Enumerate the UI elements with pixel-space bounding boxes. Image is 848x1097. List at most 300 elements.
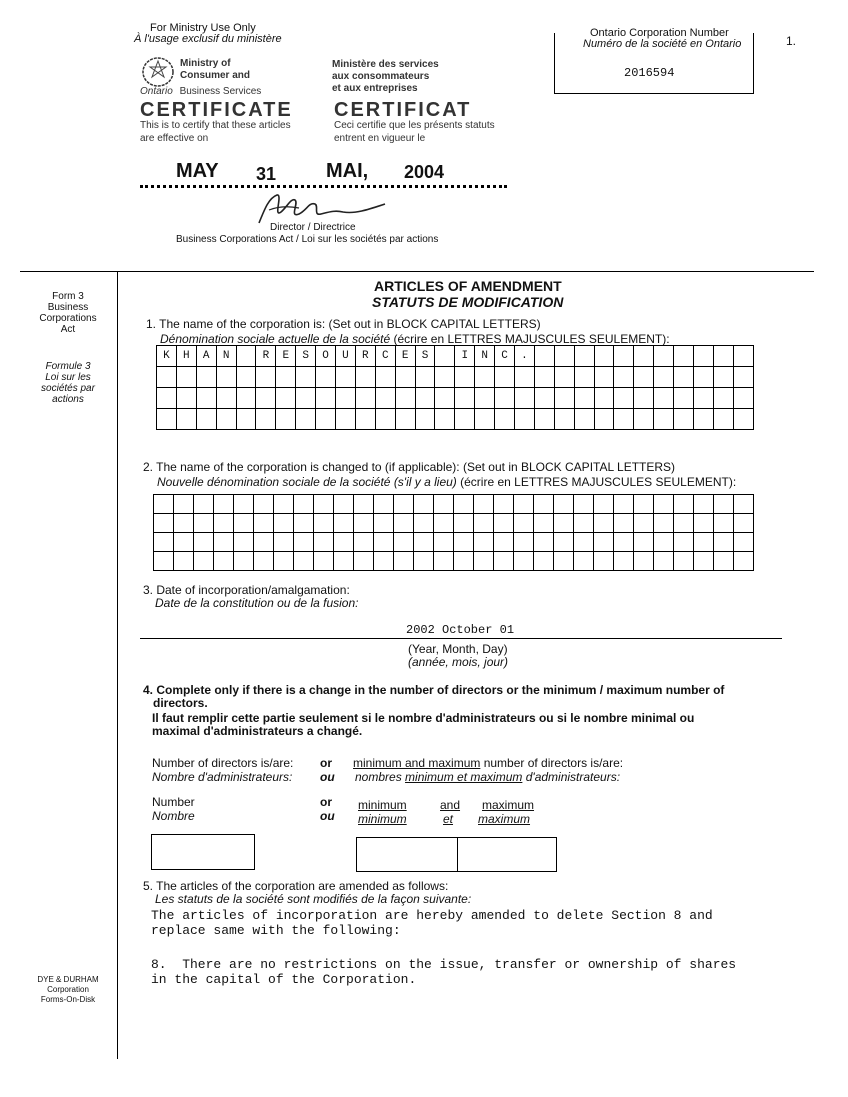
new-name-cell[interactable] [394, 533, 414, 552]
new-name-cell[interactable] [714, 552, 734, 571]
current-name-cell[interactable] [555, 388, 575, 409]
current-name-cell[interactable] [356, 409, 376, 430]
current-name-cell[interactable] [654, 388, 674, 409]
current-name-cell[interactable] [734, 409, 754, 430]
current-name-cell[interactable] [595, 346, 615, 367]
new-name-cell[interactable] [574, 514, 594, 533]
new-name-cell[interactable] [294, 533, 314, 552]
new-name-cell[interactable] [214, 514, 234, 533]
section-1-label-en: 1. The name of the corporation is: (Set out in BLOCK CAPITAL LETTERS) [146, 317, 541, 331]
current-name-cell[interactable] [674, 388, 694, 409]
new-name-cell[interactable] [374, 552, 394, 571]
number-is-en: Number of directors is/are: [152, 756, 294, 770]
section-4-label-fr [152, 712, 694, 738]
amendment-line-4: in the capital of the Corporation. [151, 972, 417, 987]
current-name-cell[interactable] [515, 409, 535, 430]
new-name-cell[interactable] [474, 533, 494, 552]
new-name-cell[interactable] [514, 552, 534, 571]
current-name-cell[interactable] [595, 409, 615, 430]
current-name-cell[interactable] [296, 367, 316, 388]
ministry-name-fr-block [332, 59, 439, 95]
minmax-en-rest: number of directors is/are: [480, 756, 624, 770]
certificate-text-en [140, 119, 291, 145]
new-name-cell[interactable] [154, 495, 174, 514]
new-name-cell[interactable] [454, 495, 474, 514]
current-name-cell[interactable] [177, 409, 197, 430]
current-name-cell[interactable] [555, 346, 575, 367]
effective-day: 31 [256, 164, 277, 184]
current-name-cell[interactable] [694, 367, 714, 388]
new-name-cell[interactable] [174, 533, 194, 552]
new-name-cell[interactable] [614, 514, 634, 533]
new-name-cell[interactable] [334, 552, 354, 571]
current-name-cell[interactable] [634, 409, 654, 430]
new-name-cell[interactable] [634, 552, 654, 571]
current-name-cell[interactable] [237, 367, 257, 388]
new-name-cell[interactable] [674, 533, 694, 552]
current-name-cell[interactable] [256, 367, 276, 388]
corp-number-box-bottom [554, 93, 754, 94]
new-name-cell[interactable] [414, 495, 434, 514]
new-name-cell[interactable] [174, 495, 194, 514]
new-name-cell[interactable] [334, 514, 354, 533]
section-5-label-fr: Les statuts de la société sont modifiés de la façon suivante: [155, 892, 472, 906]
current-name-cell[interactable] [336, 388, 356, 409]
form-fr-line-1: Formule 3 [45, 361, 91, 372]
new-name-cell[interactable] [734, 552, 754, 571]
effective-month-en: MAY [176, 160, 219, 182]
new-name-cell[interactable] [374, 533, 394, 552]
current-name-cell[interactable] [475, 388, 495, 409]
new-name-cell[interactable] [474, 552, 494, 571]
current-name-cell[interactable] [714, 346, 734, 367]
new-name-cell[interactable] [614, 533, 634, 552]
page-number: 1. [786, 34, 797, 48]
current-name-cell[interactable] [694, 409, 714, 430]
current-name-cell[interactable] [714, 367, 734, 388]
current-name-cell[interactable] [435, 367, 455, 388]
current-name-cell[interactable] [177, 388, 197, 409]
new-name-cell[interactable] [494, 514, 514, 533]
section-3-label-fr: Date de la constitution ou de la fusion: [155, 596, 359, 610]
new-name-cell[interactable] [614, 552, 634, 571]
current-name-cell[interactable] [435, 409, 455, 430]
current-name-cell[interactable] [336, 409, 356, 430]
amendment-body-2 [151, 957, 736, 987]
current-name-cell[interactable] [535, 346, 555, 367]
new-name-cell[interactable] [634, 495, 654, 514]
new-name-cell[interactable] [454, 514, 474, 533]
current-name-cell[interactable] [197, 388, 217, 409]
current-name-cell[interactable] [595, 388, 615, 409]
ministry-use-en: For Ministry Use Only [150, 22, 256, 34]
new-name-cell[interactable] [654, 495, 674, 514]
current-name-cell[interactable] [575, 346, 595, 367]
sidebar-divider [117, 271, 118, 1059]
new-name-cell[interactable] [654, 533, 674, 552]
current-name-cell[interactable] [614, 367, 634, 388]
current-name-cell[interactable] [634, 346, 654, 367]
new-name-cell[interactable] [594, 533, 614, 552]
section-4-fr-line-1: Il faut remplir cette partie seulement si le nombre d'administrateurs ou si le nombre minimal ou [152, 711, 695, 725]
new-name-cell[interactable] [714, 514, 734, 533]
corp-number-label-en: Ontario Corporation Number [590, 27, 729, 39]
current-name-cell[interactable]: N [475, 346, 495, 367]
current-name-cell[interactable]: S [416, 346, 436, 367]
current-name-cell[interactable] [276, 409, 296, 430]
articles-title-fr: STATUTS DE MODIFICATION [372, 294, 564, 310]
new-name-cell[interactable] [434, 552, 454, 571]
ministry-name-en-block [180, 58, 250, 82]
current-name-cell[interactable] [276, 367, 296, 388]
current-name-cell[interactable]: E [396, 346, 416, 367]
current-name-cell[interactable] [515, 388, 535, 409]
new-name-cell[interactable] [394, 552, 414, 571]
new-name-cell[interactable] [254, 533, 274, 552]
current-name-cell[interactable] [356, 388, 376, 409]
current-name-cell[interactable] [475, 409, 495, 430]
current-name-cell[interactable] [555, 367, 575, 388]
current-name-cell[interactable] [674, 346, 694, 367]
new-name-cell[interactable] [394, 514, 414, 533]
current-name-cell[interactable] [455, 367, 475, 388]
current-name-cell[interactable] [256, 409, 276, 430]
current-name-cell[interactable] [237, 346, 257, 367]
current-name-cell[interactable]: . [515, 346, 535, 367]
new-name-cell[interactable] [594, 552, 614, 571]
current-name-cell[interactable] [435, 388, 455, 409]
new-name-cell[interactable] [474, 495, 494, 514]
current-name-cell[interactable] [316, 409, 336, 430]
new-name-cell[interactable] [554, 552, 574, 571]
new-name-cell[interactable] [374, 495, 394, 514]
new-name-cell[interactable] [734, 495, 754, 514]
new-name-cell[interactable] [534, 514, 554, 533]
current-name-cell[interactable]: N [217, 346, 237, 367]
new-name-cell[interactable] [514, 514, 534, 533]
current-name-cell[interactable] [217, 388, 237, 409]
current-name-cell[interactable] [376, 388, 396, 409]
new-name-cell[interactable] [434, 495, 454, 514]
cert-text-fr-2: entrent en vigueur le [334, 133, 426, 144]
new-name-cell[interactable] [714, 495, 734, 514]
current-name-cell[interactable] [197, 409, 217, 430]
current-name-cell[interactable] [177, 367, 197, 388]
amendment-line-1: The articles of incorporation are hereby amended to delete Section 8 and [151, 908, 713, 923]
current-name-cell[interactable] [575, 388, 595, 409]
current-name-cell[interactable] [396, 367, 416, 388]
current-name-cell[interactable] [595, 367, 615, 388]
director-title: Director / Directrice [270, 222, 356, 233]
amendment-line-2: replace same with the following: [151, 923, 401, 938]
current-name-cell[interactable] [435, 346, 455, 367]
current-name-cell[interactable] [634, 367, 654, 388]
new-name-cell[interactable] [554, 514, 574, 533]
new-name-cell[interactable] [674, 495, 694, 514]
current-name-cell[interactable] [157, 367, 177, 388]
maximum-directors-box[interactable] [456, 837, 557, 872]
new-name-cell[interactable] [274, 495, 294, 514]
ministry-use-fr: À l'usage exclusif du ministère [134, 33, 282, 45]
ministry-en-line-3: Business Services [179, 86, 262, 97]
section-4-en-line-1: 4. Complete only if there is a change in the number of directors or the minimum / maximum number of [143, 683, 725, 697]
ministry-en-line-3-wrap [140, 86, 261, 98]
new-name-cell[interactable] [314, 495, 334, 514]
new-name-cell[interactable] [214, 533, 234, 552]
current-name-cell[interactable] [296, 409, 316, 430]
vendor-line-1: DYE & DURHAM [37, 975, 99, 984]
current-name-cell[interactable] [575, 409, 595, 430]
new-name-cell[interactable] [354, 533, 374, 552]
new-name-cell[interactable] [234, 552, 254, 571]
new-name-cell[interactable] [634, 514, 654, 533]
current-name-cell[interactable] [237, 388, 257, 409]
current-name-cell[interactable] [237, 409, 257, 430]
current-name-cell[interactable] [336, 367, 356, 388]
current-name-cell[interactable] [416, 367, 436, 388]
current-name-cell[interactable] [256, 388, 276, 409]
new-name-cell[interactable] [514, 495, 534, 514]
current-name-cell[interactable]: R [356, 346, 376, 367]
new-name-cell[interactable] [674, 514, 694, 533]
current-name-cell[interactable] [197, 367, 217, 388]
current-name-cell[interactable] [475, 367, 495, 388]
new-name-cell[interactable] [454, 552, 474, 571]
new-name-cell[interactable] [494, 552, 514, 571]
current-name-cell[interactable]: E [276, 346, 296, 367]
new-name-cell[interactable] [734, 514, 754, 533]
current-name-cell[interactable] [217, 409, 237, 430]
new-name-cell[interactable] [274, 533, 294, 552]
current-name-cell[interactable] [714, 388, 734, 409]
new-name-cell[interactable] [494, 533, 514, 552]
new-name-cell[interactable] [694, 495, 714, 514]
corp-number-value: 2016594 [624, 66, 675, 80]
new-name-cell[interactable] [294, 514, 314, 533]
ministry-en-line-2: Consumer and [180, 70, 251, 81]
current-name-cell[interactable] [515, 367, 535, 388]
effective-month-fr: MAI, [326, 160, 369, 182]
new-name-cell[interactable] [554, 533, 574, 552]
new-name-cell[interactable] [354, 514, 374, 533]
new-name-cell[interactable] [334, 533, 354, 552]
current-name-cell[interactable] [614, 409, 634, 430]
current-name-cell[interactable] [296, 388, 316, 409]
current-name-cell[interactable] [694, 388, 714, 409]
new-name-cell[interactable] [394, 495, 414, 514]
new-name-cell[interactable] [414, 514, 434, 533]
new-name-cell[interactable] [214, 495, 234, 514]
current-name-cell[interactable]: U [336, 346, 356, 367]
new-name-cell[interactable] [254, 514, 274, 533]
new-name-cell[interactable] [734, 533, 754, 552]
current-name-cell[interactable]: I [455, 346, 475, 367]
form-en-line-4: Act [60, 324, 76, 335]
amendment-line-3: 8. There are no restrictions on the issue, transfer or ownership of shares [151, 957, 737, 972]
new-name-cell[interactable] [234, 533, 254, 552]
minmax-fr [355, 770, 620, 784]
new-name-cell[interactable] [514, 533, 534, 552]
or-en-2: or [320, 795, 332, 809]
effective-year: 2004 [404, 162, 445, 182]
new-name-cell[interactable] [294, 552, 314, 571]
new-name-cell[interactable] [274, 552, 294, 571]
new-name-cell[interactable] [554, 495, 574, 514]
current-name-cell[interactable]: S [296, 346, 316, 367]
new-name-cell[interactable] [694, 514, 714, 533]
new-name-cell[interactable] [174, 552, 194, 571]
current-name-cell[interactable] [614, 388, 634, 409]
new-name-cell[interactable] [254, 495, 274, 514]
new-name-cell[interactable] [454, 533, 474, 552]
current-name-cell[interactable]: A [197, 346, 217, 367]
current-name-cell[interactable]: H [177, 346, 197, 367]
current-name-cell[interactable]: O [316, 346, 336, 367]
current-name-cell[interactable] [376, 367, 396, 388]
current-name-cell[interactable] [396, 409, 416, 430]
current-name-cell[interactable] [535, 388, 555, 409]
current-name-cell[interactable] [575, 367, 595, 388]
current-name-cell[interactable] [614, 346, 634, 367]
current-name-cell[interactable] [634, 388, 654, 409]
current-name-cell[interactable] [654, 346, 674, 367]
new-name-cell[interactable] [314, 552, 334, 571]
current-name-grid[interactable] [156, 345, 754, 430]
current-name-cell[interactable] [157, 409, 177, 430]
certificate-text-fr [334, 119, 495, 145]
current-name-cell[interactable]: C [495, 346, 515, 367]
number-is-fr: Nombre d'administrateurs: [152, 770, 293, 784]
new-name-cell[interactable] [534, 552, 554, 571]
minimum-fr: minimum [358, 812, 407, 826]
new-name-cell[interactable] [654, 514, 674, 533]
current-name-cell[interactable] [416, 409, 436, 430]
current-name-cell[interactable] [396, 388, 416, 409]
cert-text-en-1: This is to certify that these articles [140, 120, 291, 131]
new-name-cell[interactable] [234, 495, 254, 514]
new-name-cell[interactable] [154, 552, 174, 571]
new-name-cell[interactable] [714, 533, 734, 552]
current-name-cell[interactable] [654, 409, 674, 430]
new-name-cell[interactable] [534, 495, 554, 514]
current-name-cell[interactable] [495, 388, 515, 409]
current-name-cell[interactable] [535, 409, 555, 430]
number-en: Number [152, 795, 195, 809]
current-name-cell[interactable] [674, 409, 694, 430]
current-name-cell[interactable] [455, 409, 475, 430]
ontario-trillium-logo [140, 55, 176, 89]
current-name-cell[interactable] [734, 346, 754, 367]
new-name-grid[interactable] [153, 494, 754, 571]
current-name-cell[interactable] [455, 388, 475, 409]
new-name-cell[interactable] [214, 552, 234, 571]
new-name-cell[interactable] [314, 514, 334, 533]
current-name-cell[interactable] [495, 367, 515, 388]
new-name-cell[interactable] [274, 514, 294, 533]
minimum-directors-box[interactable] [356, 837, 458, 872]
current-name-cell[interactable] [157, 388, 177, 409]
new-name-cell[interactable] [674, 552, 694, 571]
new-name-cell[interactable] [414, 533, 434, 552]
current-name-cell[interactable] [376, 409, 396, 430]
new-name-cell[interactable] [574, 552, 594, 571]
new-name-cell[interactable] [534, 533, 554, 552]
new-name-cell[interactable] [354, 552, 374, 571]
section-5-label-en: 5. The articles of the corporation are amended as follows: [143, 879, 449, 893]
new-name-cell[interactable] [594, 514, 614, 533]
new-name-cell[interactable] [194, 552, 214, 571]
current-name-cell[interactable] [416, 388, 436, 409]
current-name-cell[interactable] [217, 367, 237, 388]
new-name-cell[interactable] [574, 533, 594, 552]
corp-number-label-fr: Numéro de la société en Ontario [583, 38, 742, 50]
number-of-directors-box[interactable] [151, 834, 255, 870]
current-name-cell[interactable] [694, 346, 714, 367]
and-en: and [440, 798, 461, 812]
new-name-cell[interactable] [294, 495, 314, 514]
current-name-cell[interactable] [276, 388, 296, 409]
new-name-cell[interactable] [194, 533, 214, 552]
section-4-en-line-2: directors. [153, 696, 208, 710]
current-name-cell[interactable] [734, 367, 754, 388]
new-name-cell[interactable] [154, 514, 174, 533]
new-name-cell[interactable] [374, 514, 394, 533]
new-name-cell[interactable] [634, 533, 654, 552]
current-name-cell[interactable] [674, 367, 694, 388]
director-signature [255, 190, 390, 226]
current-name-cell[interactable] [535, 367, 555, 388]
new-name-cell[interactable] [194, 495, 214, 514]
current-name-cell[interactable] [555, 409, 575, 430]
new-name-cell[interactable] [154, 533, 174, 552]
new-name-cell[interactable] [694, 533, 714, 552]
new-name-cell[interactable] [614, 495, 634, 514]
new-name-cell[interactable] [574, 495, 594, 514]
new-name-cell[interactable] [494, 495, 514, 514]
new-name-cell[interactable] [254, 552, 274, 571]
current-name-cell[interactable] [734, 388, 754, 409]
section-2-label-fr [157, 475, 736, 489]
current-name-cell[interactable]: K [157, 346, 177, 367]
current-name-cell[interactable] [495, 409, 515, 430]
vendor-line-2: Corporation [47, 985, 89, 994]
current-name-cell[interactable] [316, 367, 336, 388]
corp-number-box-left [554, 33, 555, 93]
new-name-cell[interactable] [434, 514, 454, 533]
new-name-cell[interactable] [334, 495, 354, 514]
new-name-cell[interactable] [694, 552, 714, 571]
new-name-cell[interactable] [354, 495, 374, 514]
current-name-cell[interactable] [316, 388, 336, 409]
new-name-cell[interactable] [594, 495, 614, 514]
new-name-cell[interactable] [654, 552, 674, 571]
section-2-fr-italic: Nouvelle dénomination sociale de la société (s'il y a lieu) [157, 475, 457, 489]
new-name-cell[interactable] [414, 552, 434, 571]
new-name-cell[interactable] [314, 533, 334, 552]
current-name-cell[interactable] [356, 367, 376, 388]
new-name-cell[interactable] [194, 514, 214, 533]
new-name-cell[interactable] [434, 533, 454, 552]
form-en-line-2: Business [47, 302, 89, 313]
current-name-cell[interactable] [654, 367, 674, 388]
new-name-cell[interactable] [174, 514, 194, 533]
current-name-cell[interactable] [714, 409, 734, 430]
ministry-en-prefix: Ontario [140, 86, 173, 97]
current-name-cell[interactable]: R [256, 346, 276, 367]
current-name-cell[interactable]: C [376, 346, 396, 367]
new-name-cell[interactable] [234, 514, 254, 533]
new-name-cell[interactable] [474, 514, 494, 533]
